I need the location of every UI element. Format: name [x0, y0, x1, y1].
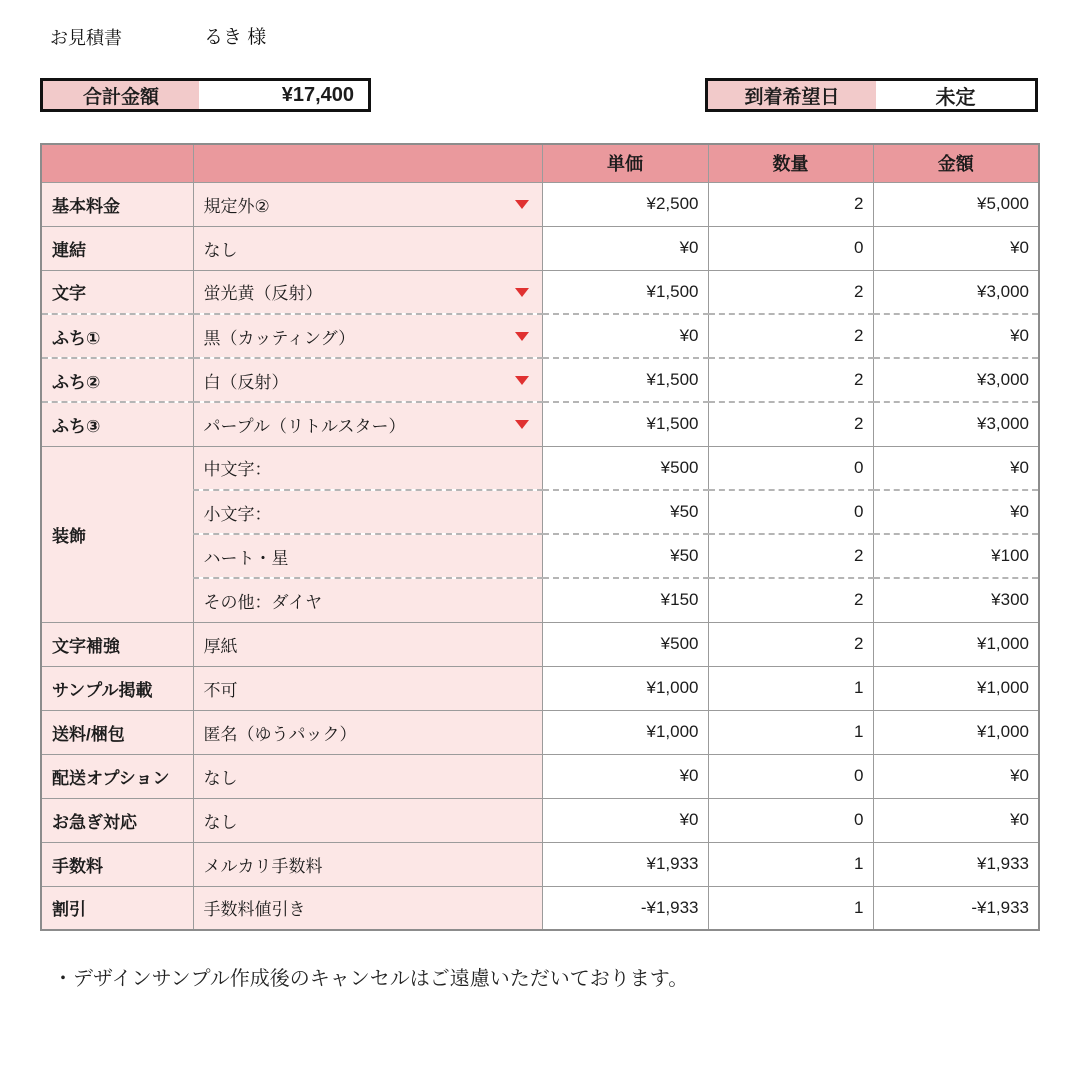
option-cell [193, 490, 542, 534]
unit-price-cell: ¥1,000 [542, 666, 708, 710]
amount-cell: ¥3,000 [873, 402, 1039, 446]
header-unit-price: 単価 [542, 144, 708, 182]
option-text: 中文字： [203, 460, 272, 480]
header-category [41, 144, 193, 182]
amount-cell: ¥0 [873, 314, 1039, 358]
unit-price-cell: ¥0 [542, 314, 708, 358]
option-text: なし [203, 768, 238, 788]
dropdown-arrow-icon[interactable] [515, 200, 529, 209]
unit-price-cell: ¥1,933 [542, 842, 708, 886]
quantity-cell: 2 [708, 314, 873, 358]
header-option [193, 144, 542, 182]
quantity-cell: 0 [708, 754, 873, 798]
option-cell [193, 666, 542, 710]
amount-cell: ¥100 [873, 534, 1039, 578]
unit-price-cell: ¥50 [542, 534, 708, 578]
unit-price-cell: ¥1,500 [542, 358, 708, 402]
option-text: 黒（カッティング） [203, 328, 356, 348]
option-cell [193, 710, 542, 754]
option-cell [193, 754, 542, 798]
row-category-label: 手数料 [41, 842, 193, 886]
option-cell [193, 886, 542, 930]
customer-name: るき 様 [204, 27, 267, 48]
amount-cell: ¥1,933 [873, 842, 1039, 886]
header-quantity: 数量 [708, 144, 873, 182]
arrival-date-box [705, 78, 1038, 112]
row-category-label: 装飾 [41, 446, 193, 622]
row-category-label: 連結 [41, 226, 193, 270]
arrival-date-label: 到着希望日 [708, 81, 876, 109]
amount-cell: ¥3,000 [873, 358, 1039, 402]
amount-cell: -¥1,933 [873, 886, 1039, 930]
unit-price-cell: ¥1,000 [542, 710, 708, 754]
table-row [41, 798, 1039, 842]
total-amount-value: ¥17,400 [281, 83, 354, 106]
unit-price-cell: ¥2,500 [542, 182, 708, 226]
document-title: お見積書 [50, 28, 122, 48]
quantity-cell: 1 [708, 666, 873, 710]
unit-price-cell: ¥50 [542, 490, 708, 534]
row-category-label: ふち② [41, 358, 193, 402]
option-text: 不可 [203, 680, 238, 700]
table-row [41, 842, 1039, 886]
quantity-cell: 1 [708, 886, 873, 930]
row-category-label: 配送オプション [41, 754, 193, 798]
quantity-cell: 0 [708, 798, 873, 842]
option-text: パープル（リトルスター） [203, 416, 406, 436]
quantity-cell: 2 [708, 578, 873, 622]
amount-cell: ¥1,000 [873, 622, 1039, 666]
table-row [41, 314, 1039, 358]
table-row [41, 226, 1039, 270]
option-text: その他：ダイヤ [203, 592, 323, 612]
amount-cell: ¥0 [873, 226, 1039, 270]
option-cell [193, 622, 542, 666]
unit-price-cell: -¥1,933 [542, 886, 708, 930]
option-text: 白（反射） [203, 372, 289, 392]
amount-cell: ¥0 [873, 798, 1039, 842]
option-text: 規定外② [203, 196, 270, 216]
quantity-cell: 2 [708, 182, 873, 226]
option-cell [193, 578, 542, 622]
option-text: 匿名（ゆうパック） [203, 724, 357, 744]
row-category-label: 割引 [41, 886, 193, 930]
option-text: ハート・星 [203, 548, 289, 568]
option-dropdown-cell[interactable] [193, 270, 542, 314]
row-category-label: 文字 [41, 270, 193, 314]
amount-cell: ¥0 [873, 446, 1039, 490]
table-row [41, 402, 1039, 446]
unit-price-cell: ¥1,500 [542, 402, 708, 446]
row-category-label: ふち① [41, 314, 193, 358]
total-amount-label: 合計金額 [43, 81, 199, 109]
amount-cell: ¥300 [873, 578, 1039, 622]
table-row [41, 710, 1039, 754]
quantity-cell: 2 [708, 358, 873, 402]
quantity-cell: 0 [708, 446, 873, 490]
amount-cell: ¥5,000 [873, 182, 1039, 226]
unit-price-cell: ¥0 [542, 754, 708, 798]
quantity-cell: 0 [708, 490, 873, 534]
option-dropdown-cell[interactable] [193, 182, 542, 226]
quantity-cell: 1 [708, 842, 873, 886]
table-row [41, 622, 1039, 666]
option-dropdown-cell[interactable] [193, 314, 542, 358]
table-header-row [41, 144, 1039, 182]
table-row [41, 270, 1039, 314]
arrival-date-value: 未定 [935, 86, 976, 109]
table-row [41, 446, 1039, 490]
unit-price-cell: ¥150 [542, 578, 708, 622]
option-dropdown-cell[interactable] [193, 358, 542, 402]
option-text: なし [203, 812, 238, 832]
dropdown-arrow-icon[interactable] [515, 420, 529, 429]
table-row [41, 666, 1039, 710]
option-text: 蛍光黄（反射） [203, 284, 323, 304]
amount-cell: ¥3,000 [873, 270, 1039, 314]
header-amount: 金額 [873, 144, 1039, 182]
amount-cell: ¥1,000 [873, 710, 1039, 754]
row-category-label: 基本料金 [41, 182, 193, 226]
option-cell [193, 798, 542, 842]
table-body [41, 182, 1039, 930]
row-category-label: 送料/梱包 [41, 710, 193, 754]
dropdown-arrow-icon[interactable] [515, 288, 529, 297]
dropdown-arrow-icon[interactable] [515, 332, 529, 341]
option-text: なし [203, 240, 238, 260]
unit-price-cell: ¥500 [542, 446, 708, 490]
amount-cell: ¥0 [873, 490, 1039, 534]
option-text: 手数料値引き [203, 900, 306, 920]
amount-cell: ¥1,000 [873, 666, 1039, 710]
row-category-label: ふち③ [41, 402, 193, 446]
dropdown-arrow-icon[interactable] [515, 376, 529, 385]
table-row [41, 886, 1039, 930]
quantity-cell: 2 [708, 622, 873, 666]
option-cell [193, 534, 542, 578]
row-category-label: お急ぎ対応 [41, 798, 193, 842]
option-text: メルカリ手数料 [203, 856, 323, 876]
option-text: 小文字： [203, 504, 272, 524]
option-cell [193, 226, 542, 270]
table-row [41, 182, 1039, 226]
unit-price-cell: ¥500 [542, 622, 708, 666]
option-dropdown-cell[interactable] [193, 402, 542, 446]
amount-cell: ¥0 [873, 754, 1039, 798]
option-text: 厚紙 [203, 636, 238, 656]
quantity-cell: 0 [708, 226, 873, 270]
estimate-table [40, 143, 1040, 931]
quantity-cell: 2 [708, 534, 873, 578]
quantity-cell: 1 [708, 710, 873, 754]
unit-price-cell: ¥0 [542, 226, 708, 270]
row-category-label: 文字補強 [41, 622, 193, 666]
total-amount-box [40, 78, 371, 112]
option-cell [193, 446, 542, 490]
row-category-label: サンプル掲載 [41, 666, 193, 710]
table-row [41, 754, 1039, 798]
table-row [41, 358, 1039, 402]
unit-price-cell: ¥0 [542, 798, 708, 842]
quantity-cell: 2 [708, 270, 873, 314]
option-cell [193, 842, 542, 886]
quantity-cell: 2 [708, 402, 873, 446]
cancellation-note: ・デザインサンプル作成後のキャンセルはご遠慮いただいております。 [53, 968, 689, 990]
unit-price-cell: ¥1,500 [542, 270, 708, 314]
